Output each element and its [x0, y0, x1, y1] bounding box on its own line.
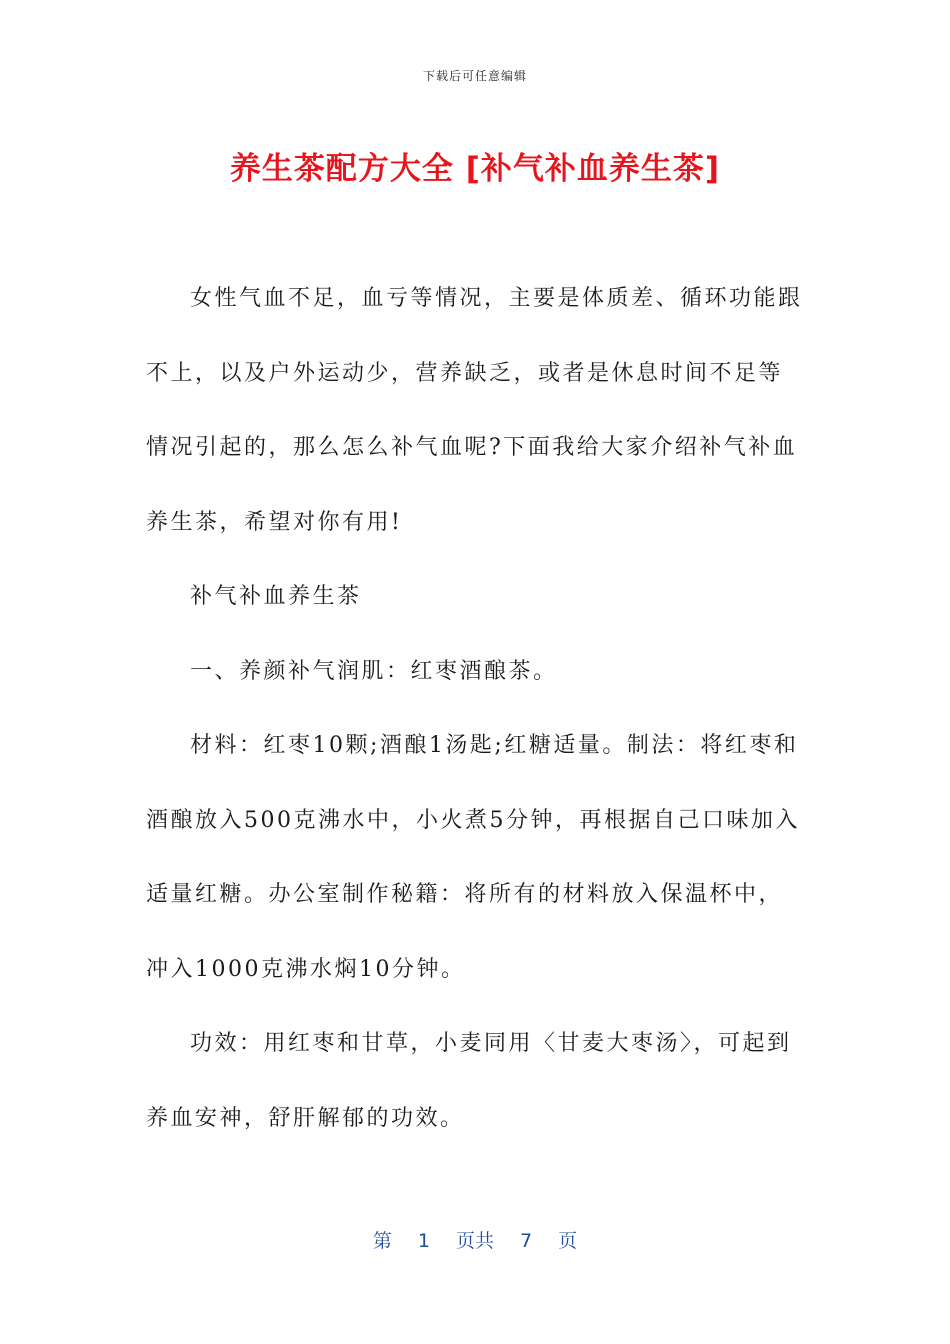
footer-middle: 页共 [455, 1230, 494, 1252]
total-pages-number: 7 [520, 1230, 533, 1252]
document-title: 养生茶配方大全 [补气补血养生茶] [229, 151, 721, 187]
footer-suffix: 页 [558, 1230, 578, 1252]
paragraph-subheading: 补气补血养生茶 [190, 584, 362, 609]
current-page-number: 1 [417, 1230, 430, 1252]
header-note: 下载后可任意编辑 [422, 69, 527, 83]
paragraph-intro: 女性气血不足，血亏等情况，主要是体质差、循环功能跟不上，以及户外运动少，营养缺乏，或者是休息时间不足等情况引起的，那么怎么补气血呢?下面我给大家介绍补气补血养生茶，希望对你有用! [146, 286, 803, 535]
paragraph-effects: 功效：用红枣和甘草，小麦同用〈甘麦大枣汤〉，可起到养血安神，舒肝解郁的功效。 [146, 1031, 792, 1131]
paragraph-section-1: 一、养颜补气润肌：红枣酒酿茶。 [190, 658, 558, 684]
footer-prefix: 第 [372, 1230, 392, 1252]
page-footer [0, 1226, 950, 1253]
paragraph-materials: 材料：红枣10颗;酒酿1汤匙;红糖适量。制法：将红枣和酒酿放入500克沸水中，小火煮5分钟，再根据自己口味加入适量红糖。办公室制作秘籍：将所有的材料放入保温杯中，冲入1000克沸水焖10分钟。 [146, 733, 800, 982]
document-body [146, 262, 806, 1156]
